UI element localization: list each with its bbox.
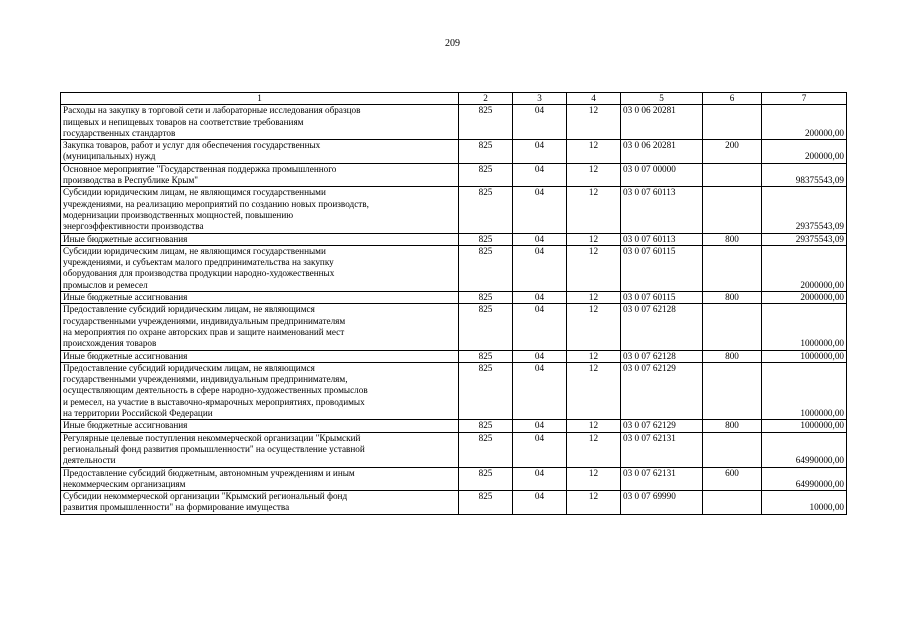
description-line: энергоэффективности производства — [63, 221, 204, 232]
admin-code: 825 — [459, 187, 513, 233]
subsection-code: 12 — [567, 105, 621, 140]
column-header: 4 — [567, 93, 621, 105]
description-line: пищевых и непищевых товаров на соответствие требованиям — [63, 116, 304, 127]
description-line: региональный фонд развития промышленности" на осуществление уставной — [63, 443, 365, 454]
target-article-code: 03 0 07 60113 — [621, 233, 703, 245]
expense-type-code — [703, 304, 762, 350]
description-line: на мероприятия по охране авторских прав и защите наименований мест — [63, 326, 345, 337]
subsection-code: 12 — [567, 491, 621, 515]
admin-code: 825 — [459, 233, 513, 245]
subsection-code: 12 — [567, 187, 621, 233]
description-line: и ремесел, на участие в выставочно-ярмарочных мероприятиях, проводимых — [63, 396, 365, 407]
description-line: государственных стандартов — [63, 127, 176, 138]
admin-code: 825 — [459, 491, 513, 515]
expense-type-code — [703, 362, 762, 419]
target-article-code: 03 0 07 60115 — [621, 292, 703, 304]
row-description — [61, 233, 459, 245]
description-line: осуществляющим деятельность в сфере народно-художественных промыслов — [63, 385, 368, 396]
expense-type-code — [703, 105, 762, 140]
table-row — [61, 304, 847, 350]
subsection-code: 12 — [567, 245, 621, 291]
row-description — [61, 245, 459, 291]
section-code: 04 — [513, 233, 567, 245]
row-description — [61, 105, 459, 140]
table-row — [61, 362, 847, 419]
amount: 200000,00 — [762, 140, 847, 164]
expense-type-code — [703, 245, 762, 291]
column-header: 1 — [61, 93, 459, 105]
description-line: деятельности — [63, 455, 116, 466]
expense-type-code — [703, 491, 762, 515]
row-description — [61, 163, 459, 187]
target-article-code: 03 0 07 60113 — [621, 187, 703, 233]
target-article-code: 03 0 07 69990 — [621, 491, 703, 515]
section-code: 04 — [513, 105, 567, 140]
section-code: 04 — [513, 245, 567, 291]
section-code: 04 — [513, 140, 567, 164]
column-header: 7 — [762, 93, 847, 105]
row-description — [61, 350, 459, 362]
column-header: 2 — [459, 93, 513, 105]
description-line: Иные бюджетные ассигнования — [63, 350, 188, 361]
section-code: 04 — [513, 187, 567, 233]
description-line: Предоставление субсидий юридическим лицам, не являющимся — [63, 304, 315, 315]
row-description — [61, 304, 459, 350]
section-code: 04 — [513, 420, 567, 432]
expense-type-code: 200 — [703, 140, 762, 164]
description-line: Субсидии юридическим лицам, не являющимся государственными — [63, 245, 326, 256]
amount: 64990000,00 — [762, 432, 847, 467]
description-line: Предоставление субсидий юридическим лицам, не являющимся — [63, 362, 315, 373]
admin-code: 825 — [459, 467, 513, 491]
description-line: развития промышленности" на формирование имущества — [63, 502, 290, 513]
amount: 200000,00 — [762, 105, 847, 140]
subsection-code: 12 — [567, 163, 621, 187]
target-article-code: 03 0 07 00000 — [621, 163, 703, 187]
admin-code: 825 — [459, 105, 513, 140]
section-code: 04 — [513, 292, 567, 304]
description-line: Закупка товаров, работ и услуг для обеспечения государственных — [63, 140, 321, 151]
target-article-code: 03 0 07 62131 — [621, 432, 703, 467]
amount: 2000000,00 — [762, 245, 847, 291]
row-description — [61, 292, 459, 304]
target-article-code: 03 0 07 62128 — [621, 350, 703, 362]
amount: 1000000,00 — [762, 304, 847, 350]
amount: 1000000,00 — [762, 420, 847, 432]
expense-type-code — [703, 187, 762, 233]
table-row — [61, 245, 847, 291]
table-row — [61, 432, 847, 467]
row-description — [61, 420, 459, 432]
table-row — [61, 140, 847, 164]
description-line: оборудования для производства продукции народно-художественных — [63, 268, 335, 279]
subsection-code: 12 — [567, 233, 621, 245]
target-article-code: 03 0 06 20281 — [621, 105, 703, 140]
page-number: 209 — [445, 38, 460, 49]
subsection-code: 12 — [567, 304, 621, 350]
row-description — [61, 491, 459, 515]
description-line: Основное мероприятие "Государственная поддержка промышленного — [63, 163, 337, 174]
target-article-code: 03 0 07 62128 — [621, 304, 703, 350]
table-row — [61, 491, 847, 515]
subsection-code: 12 — [567, 140, 621, 164]
table-row — [61, 163, 847, 187]
target-article-code: 03 0 07 62131 — [621, 467, 703, 491]
expense-type-code: 800 — [703, 350, 762, 362]
target-article-code: 03 0 07 60115 — [621, 245, 703, 291]
description-line: учреждениями, и субъектам малого предпринимательства на закупку — [63, 257, 334, 268]
admin-code: 825 — [459, 362, 513, 419]
target-article-code: 03 0 07 62129 — [621, 420, 703, 432]
subsection-code: 12 — [567, 350, 621, 362]
table-row — [61, 233, 847, 245]
admin-code: 825 — [459, 304, 513, 350]
row-description — [61, 140, 459, 164]
row-description — [61, 432, 459, 467]
section-code: 04 — [513, 350, 567, 362]
admin-code: 825 — [459, 432, 513, 467]
amount: 1000000,00 — [762, 350, 847, 362]
column-header: 6 — [703, 93, 762, 105]
table-header-row — [61, 93, 847, 105]
column-header: 3 — [513, 93, 567, 105]
admin-code: 825 — [459, 163, 513, 187]
admin-code: 825 — [459, 245, 513, 291]
admin-code: 825 — [459, 140, 513, 164]
description-line: промыслов и ремесел — [63, 279, 148, 290]
table-row — [61, 467, 847, 491]
expense-type-code: 800 — [703, 420, 762, 432]
table-row — [61, 350, 847, 362]
section-code: 04 — [513, 467, 567, 491]
amount: 29375543,09 — [762, 187, 847, 233]
admin-code: 825 — [459, 420, 513, 432]
table-row — [61, 105, 847, 140]
subsection-code: 12 — [567, 362, 621, 419]
description-line: Расходы на закупку в торговой сети и лабораторные исследования образцов — [63, 105, 361, 116]
expense-type-code: 800 — [703, 233, 762, 245]
subsection-code: 12 — [567, 420, 621, 432]
target-article-code: 03 0 06 20281 — [621, 140, 703, 164]
description-line: Иные бюджетные ассигнования — [63, 420, 188, 431]
amount: 2000000,00 — [762, 292, 847, 304]
description-line: Субсидии некоммерческой организации "Крымский региональный фонд — [63, 491, 348, 502]
amount: 10000,00 — [762, 491, 847, 515]
row-description — [61, 362, 459, 419]
table-row — [61, 187, 847, 233]
section-code: 04 — [513, 432, 567, 467]
description-line: на территории Российской Федерации — [63, 408, 213, 419]
description-line: Субсидии юридическим лицам, не являющимся государственными — [63, 187, 326, 198]
table-row — [61, 420, 847, 432]
description-line: производства в Республике Крым" — [63, 175, 199, 186]
amount: 1000000,00 — [762, 362, 847, 419]
section-code: 04 — [513, 304, 567, 350]
description-line: (муниципальных) нужд — [63, 151, 156, 162]
description-line: некоммерческим организациям — [63, 478, 186, 489]
description-line: государственными учреждениями, индивидуальным предпринимателям — [63, 315, 346, 326]
expense-type-code — [703, 432, 762, 467]
description-line: учреждениями, на реализацию мероприятий по созданию новых производств, — [63, 198, 369, 209]
section-code: 04 — [513, 163, 567, 187]
description-line: модернизации производственных мощностей, повышению — [63, 209, 294, 220]
table-row — [61, 292, 847, 304]
amount: 64990000,00 — [762, 467, 847, 491]
description-line: государственными учреждениями, индивидуальным предпринимателям, — [63, 374, 348, 385]
target-article-code: 03 0 07 62129 — [621, 362, 703, 419]
expense-type-code: 800 — [703, 292, 762, 304]
column-header: 5 — [621, 93, 703, 105]
description-line: Иные бюджетные ассигнования — [63, 233, 188, 244]
budget-table — [60, 92, 847, 515]
subsection-code: 12 — [567, 292, 621, 304]
row-description — [61, 187, 459, 233]
amount: 98375543,09 — [762, 163, 847, 187]
subsection-code: 12 — [567, 467, 621, 491]
section-code: 04 — [513, 491, 567, 515]
section-code: 04 — [513, 362, 567, 419]
admin-code: 825 — [459, 350, 513, 362]
description-line: Иные бюджетные ассигнования — [63, 292, 188, 303]
expense-type-code: 600 — [703, 467, 762, 491]
subsection-code: 12 — [567, 432, 621, 467]
description-line: Регулярные целевые поступления некоммерческой организации "Крымский — [63, 432, 361, 443]
row-description — [61, 467, 459, 491]
expense-type-code — [703, 163, 762, 187]
description-line: Предоставление субсидий бюджетным, автономным учреждениям и иным — [63, 467, 355, 478]
amount: 29375543,09 — [762, 233, 847, 245]
description-line: происхождения товаров — [63, 338, 157, 349]
admin-code: 825 — [459, 292, 513, 304]
